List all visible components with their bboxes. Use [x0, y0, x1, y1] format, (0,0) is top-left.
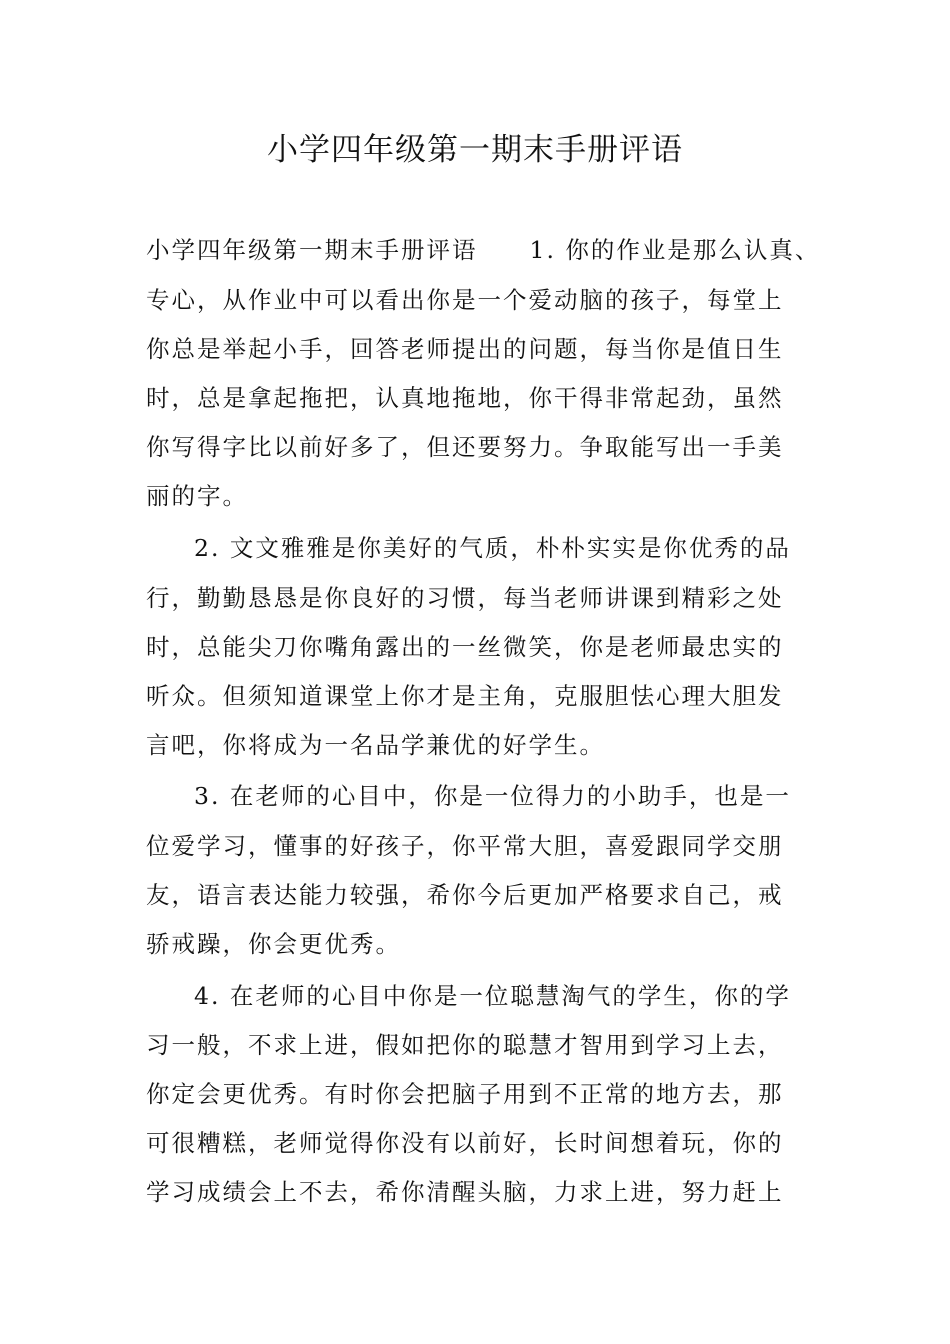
text-line-1 [146, 234, 820, 266]
text-line-19: 可很糟糕，老师觉得你没有以前好，长时间想着玩，你的 [146, 1129, 784, 1157]
text-line-15: 骄戒躁，你会更优秀。 [146, 930, 401, 958]
text-line-20: 学习成绩会上不去，希你清醒头脑，力求上进，努力赶上 [146, 1178, 784, 1206]
inline-heading: 小学四年级第一期末手册评语 [146, 236, 478, 264]
text-line-17: 习一般，不求上进，假如把你的聪慧才智用到学习上去， [146, 1031, 784, 1059]
text-line-8: 行，勤勤恳恳是你良好的习惯，每当老师讲课到精彩之处 [146, 584, 784, 612]
text-line-12: 3. 在老师的心目中，你是一位得力的小助手，也是一 [194, 782, 791, 810]
text-line-14: 友，语言表达能力较强，希你今后更加严格要求自己，戒 [146, 881, 784, 909]
text-line-6: 丽的字。 [146, 482, 248, 510]
text-line-10: 听众。但须知道课堂上你才是主角，克服胆怯心理大胆发 [146, 682, 784, 710]
text-line-9: 时，总能尖刀你嘴角露出的一丝微笑，你是老师最忠实的 [146, 633, 784, 661]
text-line-7: 2. 文文雅雅是你美好的气质，朴朴实实是你优秀的品 [194, 534, 791, 562]
text-line-16: 4. 在老师的心目中你是一位聪慧淘气的学生，你的学 [194, 982, 791, 1010]
text-line-3: 你总是举起小手，回答老师提出的问题，每当你是值日生 [146, 335, 784, 363]
document-title: 小学四年级第一期末手册评语 [267, 132, 683, 168]
text-line-13: 位爱学习，懂事的好孩子，你平常大胆，喜爱跟同学交朋 [146, 832, 784, 860]
paragraph-1-start: 1. 你的作业是那么认真、 [529, 236, 821, 264]
text-line-5: 你写得字比以前好多了，但还要努力。争取能写出一手美 [146, 433, 784, 461]
text-line-11: 言吧，你将成为一名品学兼优的好学生。 [146, 731, 605, 759]
text-line-4: 时，总是拿起拖把，认真地拖地，你干得非常起劲，虽然 [146, 384, 784, 412]
text-line-2: 专心，从作业中可以看出你是一个爱动脑的孩子，每堂上 [146, 286, 784, 314]
text-line-18: 你定会更优秀。有时你会把脑子用到不正常的地方去，那 [146, 1080, 784, 1108]
